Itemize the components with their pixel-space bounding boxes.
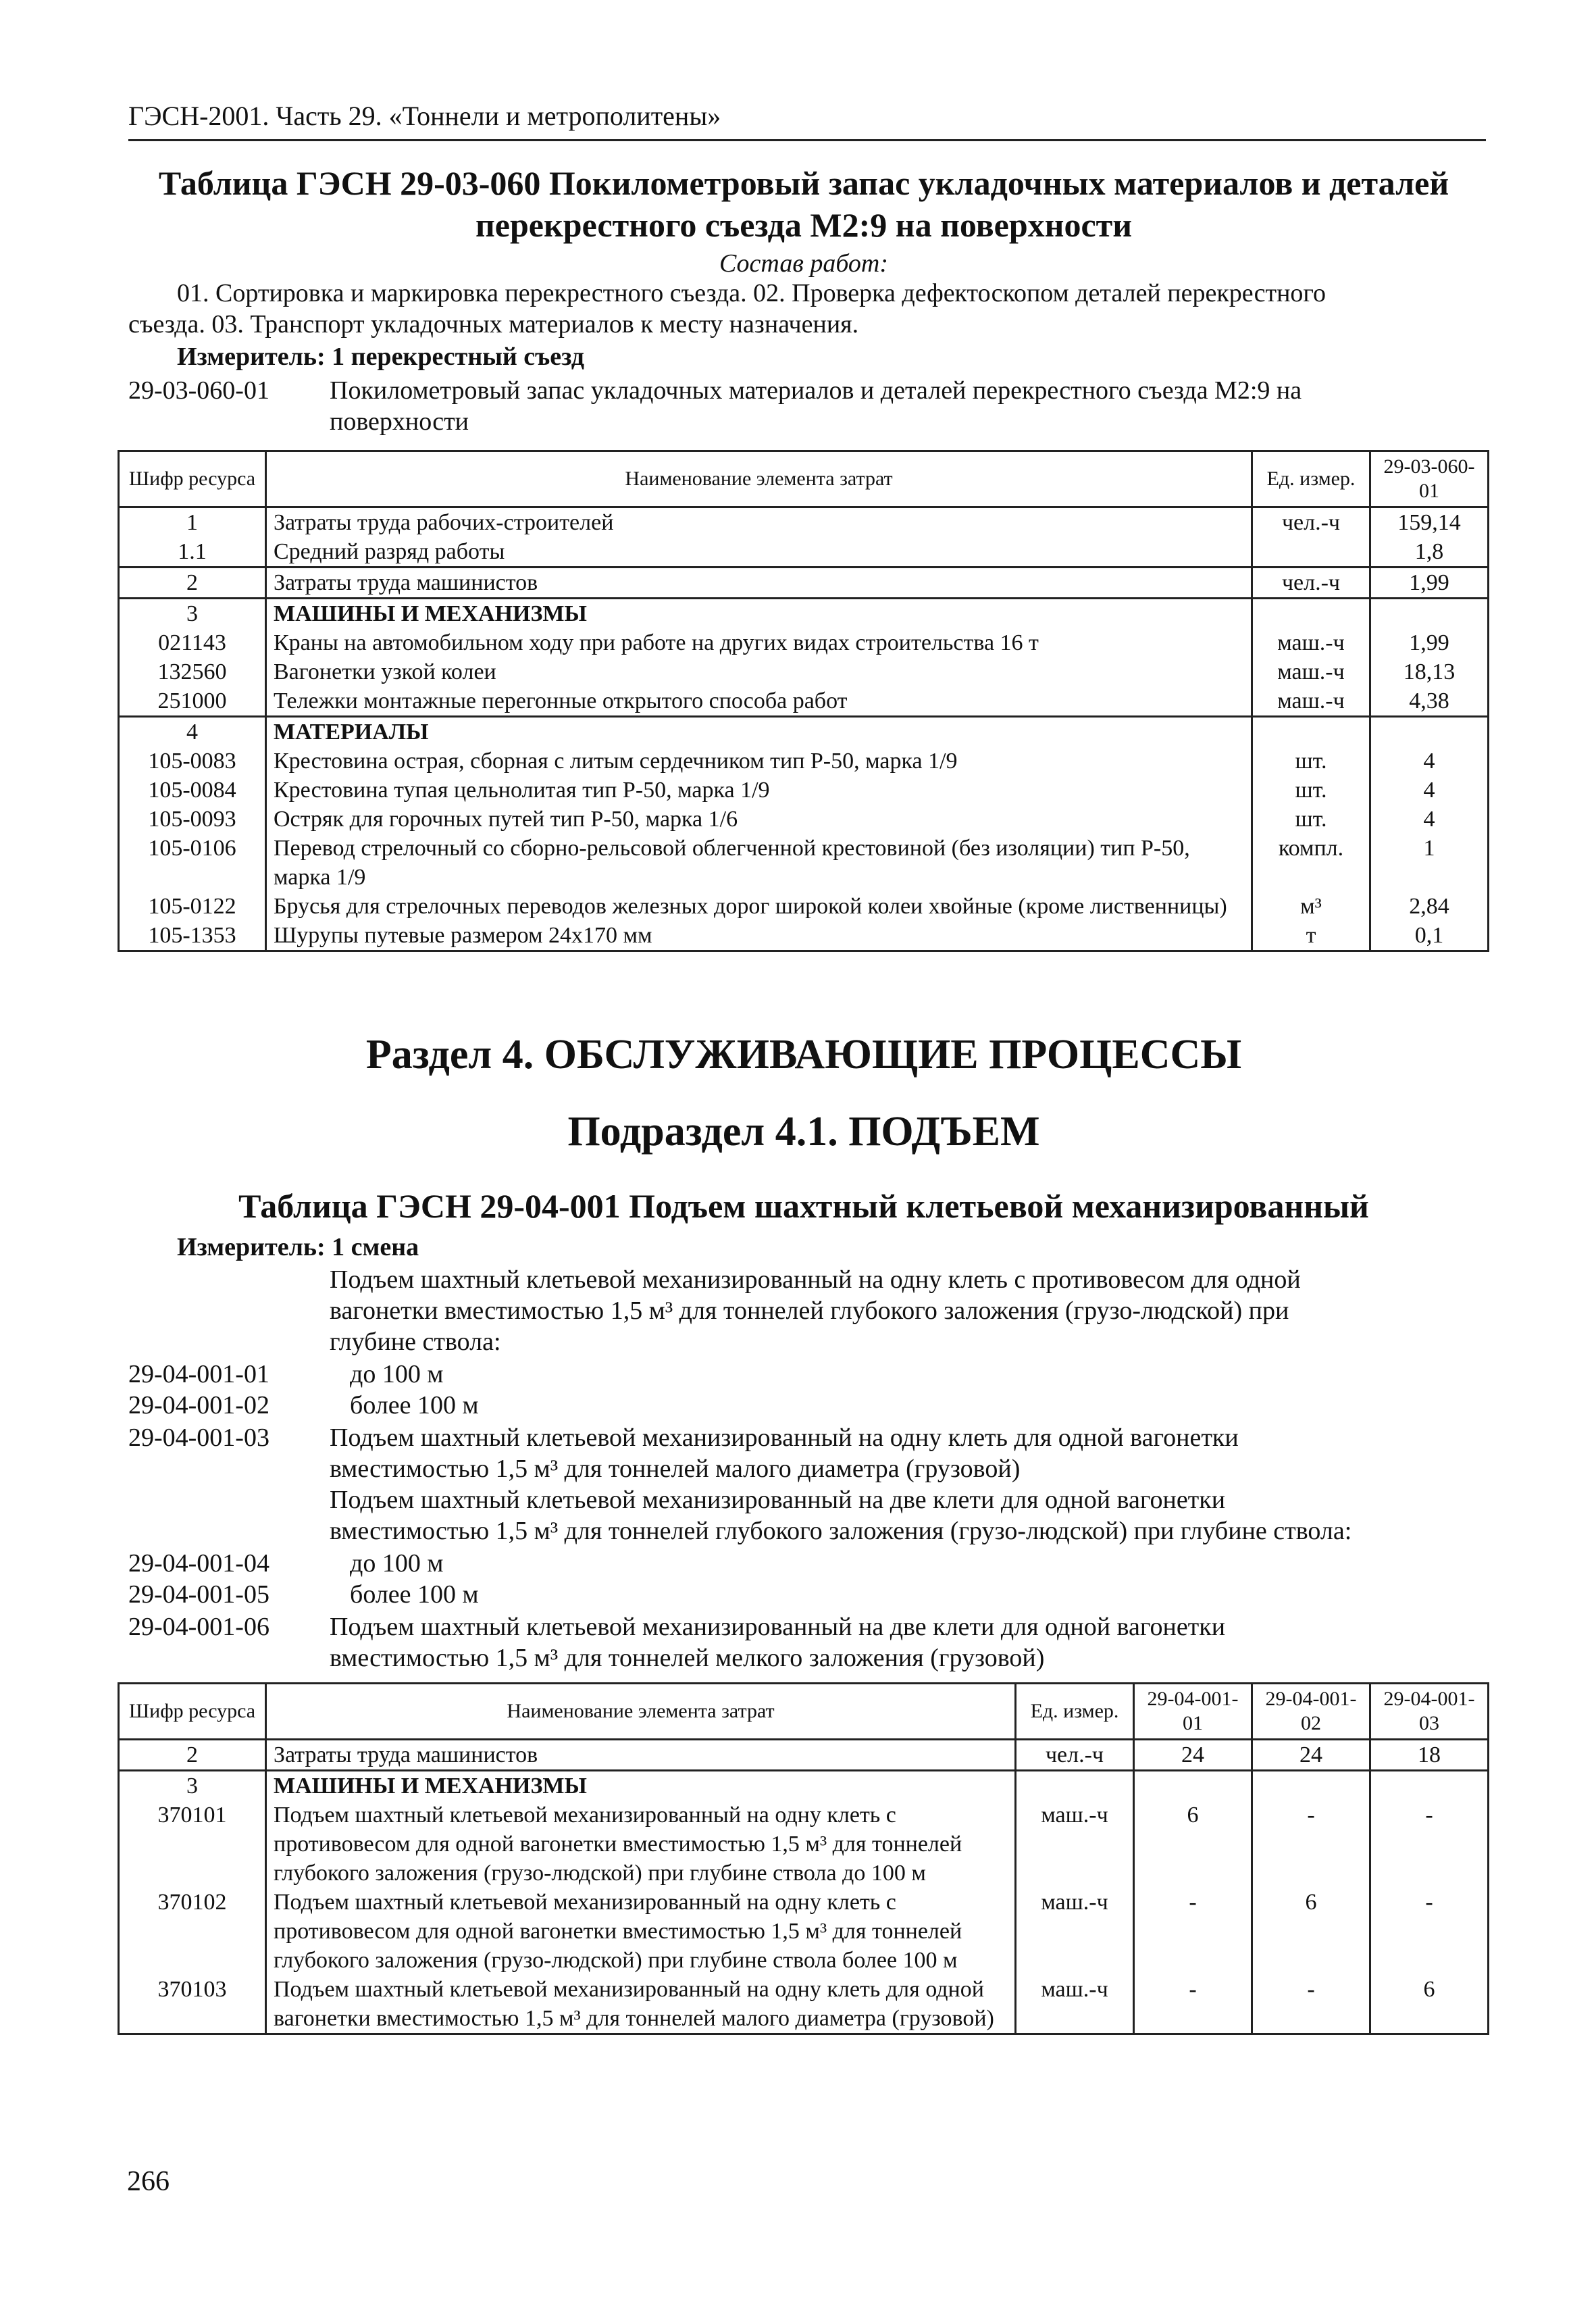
table-row: [119, 657, 1489, 686]
cell-code: 251000: [119, 686, 266, 717]
col-header-name: Наименование элемента затрат: [266, 1684, 1016, 1740]
cell-name: МАШИНЫ И МЕХАНИЗМЫ: [266, 599, 1252, 629]
work-composition-line1: 01. Сортировка и маркировка перекрестного съезда. 02. Проверка дефектоскопом деталей перекрестного: [177, 279, 1327, 307]
table2-title: Таблица ГЭСН 29-04-001 Подъем шахтный клетьевой механизированный: [238, 1187, 1369, 1225]
cell-code: 105-0083: [119, 747, 266, 776]
intro2-line1: Подъем шахтный клетьевой механизированный на две клети для одной вагонетки: [330, 1486, 1226, 1514]
col-header-unit: Ед. измер.: [1016, 1684, 1134, 1740]
table-header-row: [119, 1684, 1489, 1740]
cell-name: Подъем шахтный клетьевой механизированный на одну клеть с противовесом для одной вагонетки вместимостью 1,5 м³ для тоннелей глубокого заложения (грузо-людской) при глубине ствола до 100 м: [266, 1801, 1016, 1888]
table-row: [119, 805, 1489, 834]
cell-unit: маш.-ч: [1016, 1888, 1134, 1975]
cell-name: Подъем шахтный клетьевой механизированный на одну клеть для одной вагонетки вместимостью 1,5 м³ для тоннелей малого диаметра (грузовой): [266, 1975, 1016, 2034]
cell-unit: шт.: [1252, 747, 1370, 776]
cell-val: 18,13: [1370, 657, 1489, 686]
col-header-value: 29-03-060-01: [1370, 451, 1489, 507]
norm-02-desc: более 100 м: [350, 1391, 479, 1419]
cell-v1: [1134, 1771, 1252, 1801]
norm-03-desc-line1: Подъем шахтный клетьевой механизированный на одну клеть для одной вагонетки: [330, 1424, 1239, 1452]
cell-code: 105-0106: [119, 834, 266, 892]
cell-code: 132560: [119, 657, 266, 686]
table-row: [119, 537, 1489, 568]
col-header-value-1: 29-04-001-01: [1134, 1684, 1252, 1740]
cell-code: 1.1: [119, 537, 266, 568]
cell-code: 4: [119, 717, 266, 747]
cell-val: 1,99: [1370, 568, 1489, 599]
norm-06-code: 29-04-001-06: [128, 1613, 269, 1641]
section-title: Раздел 4. ОБСЛУЖИВАЮЩИЕ ПРОЦЕССЫ: [365, 1032, 1242, 1078]
cell-v2: 6: [1252, 1888, 1370, 1975]
cell-code: 370103: [119, 1975, 266, 2034]
cell-name: Краны на автомобильном ходу при работе на других видах строительства 16 т: [266, 628, 1252, 657]
cell-name: Тележки монтажные перегонные открытого способа работ: [266, 686, 1252, 717]
cell-v2: [1252, 1771, 1370, 1801]
table-row: [119, 834, 1489, 892]
norm-05-desc: более 100 м: [350, 1580, 479, 1609]
cell-name: Брусья для стрелочных переводов железных дорог широкой колеи хвойные (кроме лиственницы): [266, 892, 1252, 921]
col-header-code: Шифр ресурса: [119, 1684, 266, 1740]
cell-name: Перевод стрелочный со сборно-рельсовой облегченной крестовиной (без изоляции) тип Р-50, марка 1/9: [266, 834, 1252, 892]
cell-name: Затраты труда машинистов: [266, 568, 1252, 599]
cell-name: Вагонетки узкой колеи: [266, 657, 1252, 686]
norm-05-code: 29-04-001-05: [128, 1580, 269, 1609]
cell-val: 159,14: [1370, 507, 1489, 538]
cell-code: 3: [119, 599, 266, 629]
norm-06-desc-line1: Подъем шахтный клетьевой механизированный на две клети для одной вагонетки: [330, 1613, 1226, 1641]
cell-v3: -: [1370, 1888, 1489, 1975]
cell-unit: маш.-ч: [1252, 657, 1370, 686]
cell-code: 2: [119, 1740, 266, 1771]
col-header-code: Шифр ресурса: [119, 451, 266, 507]
norm-02-code: 29-04-001-02: [128, 1391, 269, 1419]
cell-unit: [1252, 717, 1370, 747]
work-composition-caption: Состав работ:: [719, 249, 889, 278]
table1-norm-desc-line1: Покилометровый запас укладочных материалов и деталей перекрестного съезда М2:9 на: [330, 376, 1302, 405]
col-header-unit: Ед. измер.: [1252, 451, 1370, 507]
norm-04-desc: до 100 м: [350, 1549, 444, 1578]
running-header: ГЭСН-2001. Часть 29. «Тоннели и метрополитены»: [128, 101, 721, 131]
table-row: [119, 1740, 1489, 1771]
cell-name: Крестовина острая, сборная с литым сердечником тип Р-50, марка 1/9: [266, 747, 1252, 776]
cell-v2: -: [1252, 1801, 1370, 1888]
cell-v1: -: [1134, 1888, 1252, 1975]
table-row: [119, 717, 1489, 747]
table1-title-line2: перекрестного съезда М2:9 на поверхности: [475, 206, 1133, 244]
table-row: [119, 686, 1489, 717]
norm-01-code: 29-04-001-01: [128, 1360, 269, 1388]
cell-code: 105-0093: [119, 805, 266, 834]
table-row: [119, 776, 1489, 805]
col-header-name: Наименование элемента затрат: [266, 451, 1252, 507]
table1-meter: Измеритель: 1 перекрестный съезд: [177, 343, 584, 371]
cell-unit: чел.-ч: [1252, 507, 1370, 538]
cell-v3: [1370, 1771, 1489, 1801]
cell-unit: шт.: [1252, 776, 1370, 805]
cell-v3: 6: [1370, 1975, 1489, 2034]
cell-val: 4,38: [1370, 686, 1489, 717]
cell-name: Подъем шахтный клетьевой механизированный на одну клеть с противовесом для одной вагонетки вместимостью 1,5 м³ для тоннелей глубокого заложения (грузо-людской) при глубине ствола более 100 м: [266, 1888, 1016, 1975]
cell-val: 4: [1370, 805, 1489, 834]
intro1-line3: глубине ствола:: [330, 1328, 501, 1356]
table-row: [119, 599, 1489, 629]
table-row: [119, 747, 1489, 776]
intro1-line1: Подъем шахтный клетьевой механизированный на одну клеть с противовесом для одной: [330, 1265, 1301, 1294]
table-row: [119, 507, 1489, 538]
cell-v1: 6: [1134, 1801, 1252, 1888]
cell-val: 4: [1370, 776, 1489, 805]
intro2-line2: вместимостью 1,5 м³ для тоннелей глубокого заложения (грузо-людской) при глубине ствола:: [330, 1517, 1352, 1545]
table1-norm-code: 29-03-060-01: [128, 376, 269, 405]
table-row: [119, 628, 1489, 657]
subsection-title: Подраздел 4.1. ПОДЪЕМ: [567, 1109, 1040, 1155]
table2-meter: Измеритель: 1 смена: [177, 1233, 419, 1261]
cell-val: 1,8: [1370, 537, 1489, 568]
cell-val: [1370, 599, 1489, 629]
cell-name: Затраты труда рабочих-строителей: [266, 507, 1252, 538]
table-header-row: [119, 451, 1489, 507]
cell-unit: [1016, 1771, 1134, 1801]
cell-name: МАШИНЫ И МЕХАНИЗМЫ: [266, 1771, 1016, 1801]
page-number: 266: [127, 2166, 170, 2197]
cell-unit: [1252, 599, 1370, 629]
table-row: [119, 1975, 1489, 2034]
cell-unit: [1252, 537, 1370, 568]
table-row: [119, 1888, 1489, 1975]
cell-unit: чел.-ч: [1252, 568, 1370, 599]
cell-name: Средний разряд работы: [266, 537, 1252, 568]
cell-unit: компл.: [1252, 834, 1370, 892]
table-row: [119, 568, 1489, 599]
table1-title-line1: Таблица ГЭСН 29-03-060 Покилометровый запас укладочных материалов и деталей: [158, 164, 1449, 202]
cell-val: 0,1: [1370, 921, 1489, 951]
norm-04-code: 29-04-001-04: [128, 1549, 269, 1578]
cell-code: 3: [119, 1771, 266, 1801]
cell-unit: маш.-ч: [1252, 628, 1370, 657]
cell-code: 105-0084: [119, 776, 266, 805]
cell-code: 021143: [119, 628, 266, 657]
cell-name: МАТЕРИАЛЫ: [266, 717, 1252, 747]
cell-v2: -: [1252, 1975, 1370, 2034]
cell-name: Шурупы путевые размером 24х170 мм: [266, 921, 1252, 951]
cell-name: Затраты труда машинистов: [266, 1740, 1016, 1771]
cell-code: 105-1353: [119, 921, 266, 951]
cell-val: [1370, 717, 1489, 747]
cell-code: 370102: [119, 1888, 266, 1975]
cell-v1: 24: [1134, 1740, 1252, 1771]
cell-unit: шт.: [1252, 805, 1370, 834]
intro1-line2: вагонетки вместимостью 1,5 м³ для тоннелей глубокого заложения (грузо-людской) при: [330, 1297, 1289, 1325]
cell-unit: м³: [1252, 892, 1370, 921]
table-row: [119, 921, 1489, 951]
cell-val: 1: [1370, 834, 1489, 892]
cell-val: 2,84: [1370, 892, 1489, 921]
cell-unit: т: [1252, 921, 1370, 951]
cell-v1: -: [1134, 1975, 1252, 2034]
cell-unit: маш.-ч: [1252, 686, 1370, 717]
cell-v3: 18: [1370, 1740, 1489, 1771]
col-header-value-3: 29-04-001-03: [1370, 1684, 1489, 1740]
header-rule: [128, 139, 1486, 141]
table-row: [119, 1801, 1489, 1888]
cell-unit: маш.-ч: [1016, 1975, 1134, 2034]
cell-val: 4: [1370, 747, 1489, 776]
col-header-value-2: 29-04-001-02: [1252, 1684, 1370, 1740]
cell-val: 1,99: [1370, 628, 1489, 657]
resource-table-2: [118, 1682, 1489, 2035]
table-row: [119, 1771, 1489, 1801]
cell-code: 2: [119, 568, 266, 599]
cell-unit: чел.-ч: [1016, 1740, 1134, 1771]
table1-norm-desc-line2: поверхности: [330, 407, 469, 436]
cell-code: 105-0122: [119, 892, 266, 921]
table-row: [119, 892, 1489, 921]
cell-v3: -: [1370, 1801, 1489, 1888]
cell-code: 370101: [119, 1801, 266, 1888]
norm-01-desc: до 100 м: [350, 1360, 444, 1388]
work-composition-line2: съезда. 03. Транспорт укладочных материалов к месту назначения.: [128, 310, 859, 338]
norm-03-code: 29-04-001-03: [128, 1424, 269, 1452]
cell-code: 1: [119, 507, 266, 538]
cell-name: Остряк для горочных путей тип Р-50, марка 1/6: [266, 805, 1252, 834]
cell-unit: маш.-ч: [1016, 1801, 1134, 1888]
norm-03-desc-line2: вместимостью 1,5 м³ для тоннелей малого диаметра (грузовой): [330, 1455, 1021, 1483]
resource-table-1: [118, 450, 1489, 952]
cell-name: Крестовина тупая цельнолитая тип Р-50, марка 1/9: [266, 776, 1252, 805]
cell-v2: 24: [1252, 1740, 1370, 1771]
norm-06-desc-line2: вместимостью 1,5 м³ для тоннелей мелкого заложения (грузовой): [330, 1644, 1045, 1672]
